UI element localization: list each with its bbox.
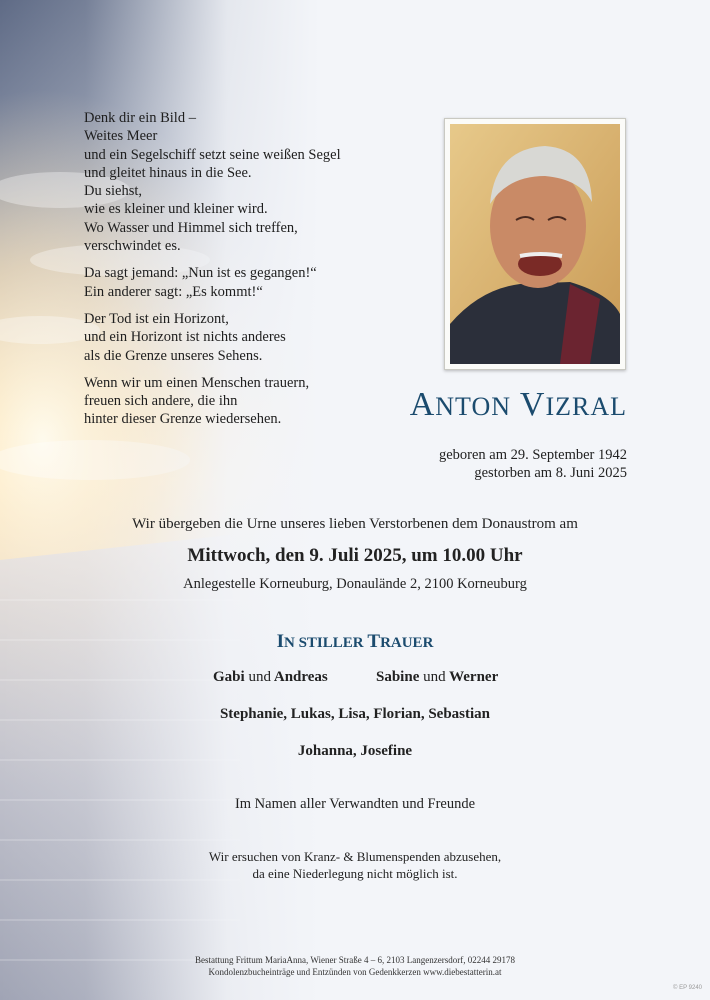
poem-line: und gleitet hinaus in die See. (84, 164, 252, 181)
poem-line: und ein Horizont ist nichts anderes (84, 329, 286, 346)
ceremony-intro: Wir übergeben die Urne unseres lieben Verstorbenen dem Donaustrom am (132, 516, 578, 532)
flower-note (90, 849, 620, 882)
poem-line: Ein anderer sagt: „Es kommt!“ (84, 283, 263, 300)
print-code: © EP 9240 (673, 985, 702, 991)
mourner-couple-1: Gabi und Andreas (213, 669, 328, 685)
mourners-family-line: Im Namen aller Verwandten und Freunde (234, 796, 476, 812)
poem (84, 109, 384, 438)
poem-line: Du siehst, (84, 183, 142, 200)
mourners-great-grandchildren: Johanna, Josefine (297, 743, 413, 759)
poem-line: als die Grenze unseres Sehens. (84, 347, 263, 364)
poem-line: freuen sich andere, die ihn (84, 393, 238, 410)
poem-line: und ein Segelschiff setzt seine weißen Segel (84, 146, 341, 163)
poem-line: Denk dir ein Bild – (84, 110, 196, 126)
footer-line: Kondolenzbucheinträge und Entzünden von Gedenkkerzen www.diebestatterin.at (208, 966, 502, 977)
portrait-photo (450, 124, 620, 364)
footer-line: Bestattung Frittum MariaAnna, Wiener Straße 4 – 6, 2103 Langenzersdorf, 02244 29178 (195, 955, 515, 965)
poem-stanza (84, 374, 384, 429)
poem-line: Wo Wasser und Himmel sich treffen, (84, 219, 298, 236)
ceremony-place: Anlegestelle Korneuburg, Donaulände 2, 2100 Korneuburg (183, 576, 527, 592)
birth-date: geboren am 29. September 1942 (438, 447, 627, 463)
poem-line: hinter dieser Grenze wiedersehen. (84, 411, 282, 428)
note-line: Wir ersuchen von Kranz- & Blumenspenden abzusehen, (208, 849, 502, 864)
life-dates (380, 446, 627, 482)
funeral-home-footer (90, 955, 620, 978)
deceased-name: ANTON VIZRAL (409, 386, 627, 423)
ceremony-datetime: Mittwoch, den 9. Juli 2025, um 10.00 Uhr (187, 545, 523, 566)
poem-stanza (84, 109, 384, 255)
poem-line: Weites Meer (84, 128, 158, 145)
poem-stanza (84, 264, 384, 301)
poem-line: Der Tod ist ein Horizont, (84, 310, 229, 327)
death-date: gestorben am 8. Juni 2025 (474, 465, 627, 481)
note-line: da eine Niederlegung nicht möglich ist. (252, 865, 458, 881)
poem-line: verschwindet es. (84, 238, 181, 255)
poem-line: Wenn wir um einen Menschen trauern, (84, 374, 310, 391)
poem-line: Da sagt jemand: „Nun ist es gegangen!“ (84, 265, 317, 282)
mourners-grandchildren: Stephanie, Lukas, Lisa, Florian, Sebastian (219, 706, 491, 722)
portrait-frame (444, 118, 626, 370)
mourning-heading: IN STILLER TRAUER (276, 631, 434, 652)
mourner-couple-2: Sabine und Werner (376, 669, 499, 685)
poem-line: wie es kleiner und kleiner wird. (84, 201, 268, 218)
poem-stanza (84, 310, 384, 365)
